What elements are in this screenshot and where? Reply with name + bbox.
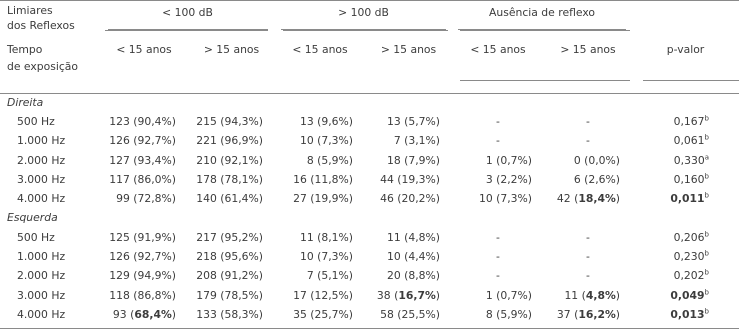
section-title: Direita bbox=[7, 96, 44, 109]
subcol-header: > 15 anos bbox=[560, 43, 616, 56]
frequency-label: 2.000 Hz bbox=[17, 153, 66, 167]
pvalue-header: p-valor bbox=[666, 43, 705, 56]
data-cell: 126 (92,7%) bbox=[109, 134, 176, 148]
data-cell: 126 (92,7%) bbox=[109, 249, 176, 263]
frequency-label: 2.000 Hz bbox=[17, 269, 66, 283]
data-cell: 6 (2,6%) bbox=[573, 173, 620, 187]
data-cell: 13 (5,7%) bbox=[386, 115, 440, 129]
group-header-above-100db: > 100 dB bbox=[275, 0, 452, 37]
header-row-groups bbox=[0, 0, 739, 37]
data-cell: 10 (4,4%) bbox=[386, 249, 440, 263]
subcol-header: > 15 anos bbox=[380, 43, 437, 56]
data-cell: 20 (8,8%) bbox=[386, 269, 440, 283]
data-cell: - bbox=[586, 249, 590, 263]
data-cell: 93 (68,4%) bbox=[112, 307, 176, 321]
data-cell: - bbox=[496, 115, 500, 129]
exposure-time-label bbox=[0, 37, 100, 93]
pvalue-cell: 0,206$^b$ bbox=[673, 230, 709, 244]
frequency-label: 4.000 Hz bbox=[17, 307, 66, 321]
table-row bbox=[0, 305, 739, 324]
section-title: Esquerda bbox=[7, 211, 58, 225]
data-cell: - bbox=[586, 134, 590, 148]
subcol-header: < 15 anos bbox=[116, 43, 172, 56]
data-cell: - bbox=[496, 269, 500, 283]
pvalue-cell: 0,167$^b$ bbox=[673, 114, 709, 129]
data-cell: 215 (94,3%) bbox=[196, 115, 263, 129]
header-empty-cell bbox=[632, 0, 739, 37]
data-cell: 123 (90,4%) bbox=[109, 115, 176, 129]
data-cell: - bbox=[496, 249, 500, 263]
data-cell: 37 (16,2%) bbox=[556, 307, 620, 321]
data-cell: 27 (19,9%) bbox=[293, 192, 353, 206]
top-rule bbox=[0, 0, 739, 1]
frequency-label: 3.000 Hz bbox=[17, 173, 66, 187]
frequency-label: 500 Hz bbox=[17, 230, 55, 244]
data-cell: 1 (0,7%) bbox=[485, 288, 532, 302]
data-cell: 58 (25,5%) bbox=[380, 307, 440, 321]
data-cell: 16 (11,8%) bbox=[293, 173, 353, 187]
data-cell: 125 (91,9%) bbox=[109, 230, 176, 244]
data-cell: - bbox=[586, 230, 590, 244]
pvalue-cell: 0,013$^b$ bbox=[670, 307, 709, 321]
section-header bbox=[0, 208, 739, 227]
thresholds-label-line2: dos Reflexos bbox=[7, 19, 75, 32]
subcol-header: > 15 anos bbox=[203, 43, 260, 56]
data-cell: 8 (5,9%) bbox=[485, 307, 532, 321]
table-row bbox=[0, 189, 739, 208]
data-cell: 178 (78,1%) bbox=[196, 173, 263, 187]
exposure-time-label-line1: Tempo bbox=[7, 43, 43, 56]
data-cell: 7 (3,1%) bbox=[393, 134, 440, 148]
subcol-header: < 15 anos bbox=[292, 43, 348, 56]
data-cell: 35 (25,7%) bbox=[293, 307, 353, 321]
frequency-label: 1.000 Hz bbox=[17, 134, 66, 148]
data-cell: 42 (18,4%) bbox=[556, 192, 620, 206]
thresholds-label-line1: Limiares bbox=[7, 4, 53, 17]
frequency-label: 500 Hz bbox=[17, 115, 55, 129]
table-row bbox=[0, 227, 739, 246]
data-cell: 217 (95,2%) bbox=[196, 230, 263, 244]
group-underline-2 bbox=[283, 30, 448, 31]
pvalue-cell: 0,011$^b$ bbox=[670, 191, 709, 206]
table-row bbox=[0, 131, 739, 150]
section-header bbox=[0, 93, 739, 112]
pvalue-cell: 0,160$^b$ bbox=[673, 172, 709, 187]
frequency-label: 1.000 Hz bbox=[17, 249, 66, 263]
subheader-underline-no-reflex bbox=[460, 80, 630, 81]
data-cell: 221 (96,9%) bbox=[196, 134, 263, 148]
data-cell: 3 (2,2%) bbox=[485, 173, 532, 187]
pvalue-cell: 0,061$^b$ bbox=[673, 133, 709, 148]
data-cell: 10 (7,3%) bbox=[478, 192, 532, 206]
group-header-no-reflex: Ausência de reflexo bbox=[452, 0, 632, 37]
data-cell: 140 (61,4%) bbox=[196, 192, 263, 206]
table-row bbox=[0, 266, 739, 285]
pvalue-cell: 0,230$^b$ bbox=[673, 249, 709, 263]
data-cell: 0 (0,0%) bbox=[573, 153, 620, 167]
group-underline-3 bbox=[460, 30, 630, 31]
table-row bbox=[0, 151, 739, 170]
data-cell: 44 (19,3%) bbox=[380, 173, 440, 187]
data-cell: - bbox=[586, 115, 590, 129]
table-row bbox=[0, 112, 739, 131]
data-cell: 7 (5,1%) bbox=[306, 269, 353, 283]
table-row bbox=[0, 247, 739, 266]
data-cell: 99 (72,8%) bbox=[116, 192, 176, 206]
data-cell: 13 (9,6%) bbox=[299, 115, 353, 129]
header-row-subcolumns bbox=[0, 37, 739, 93]
subheader-underline-pvalue bbox=[643, 80, 739, 81]
data-cell: 117 (86,0%) bbox=[109, 173, 176, 187]
thresholds-label bbox=[0, 0, 100, 37]
data-cell: 11 (4,8%) bbox=[564, 288, 620, 302]
data-cell: 1 (0,7%) bbox=[485, 153, 532, 167]
table-row bbox=[0, 170, 739, 189]
data-cell: 38 (16,7%) bbox=[376, 288, 440, 302]
data-cell: 218 (95,6%) bbox=[196, 249, 263, 263]
pvalue-cell: 0,202$^b$ bbox=[673, 268, 709, 283]
data-cell: - bbox=[496, 134, 500, 148]
data-cell: 210 (92,1%) bbox=[196, 153, 263, 167]
data-cell: - bbox=[586, 269, 590, 283]
data-cell: 208 (91,2%) bbox=[196, 269, 263, 283]
data-cell: 17 (12,5%) bbox=[293, 288, 353, 302]
data-cell: 11 (4,8%) bbox=[386, 230, 440, 244]
data-cell: 129 (94,9%) bbox=[109, 269, 176, 283]
table-row bbox=[0, 285, 739, 304]
group-underline-1 bbox=[105, 30, 268, 31]
header-rule bbox=[0, 93, 739, 94]
data-cell: 10 (7,3%) bbox=[299, 134, 353, 148]
data-cell: 8 (5,9%) bbox=[306, 153, 353, 167]
frequency-label: 4.000 Hz bbox=[17, 192, 66, 206]
pvalue-cell: 0,330$^a$ bbox=[673, 153, 709, 167]
data-cell: - bbox=[496, 230, 500, 244]
data-cell: 18 (7,9%) bbox=[386, 153, 440, 167]
pvalue-cell: 0,049$^b$ bbox=[670, 287, 709, 302]
data-cell: 10 (7,3%) bbox=[299, 249, 353, 263]
data-cell: 133 (58,3%) bbox=[196, 307, 263, 321]
data-cell: 46 (20,2%) bbox=[380, 192, 440, 206]
data-cell: 11 (8,1%) bbox=[299, 230, 353, 244]
data-cell: 179 (78,5%) bbox=[196, 288, 263, 302]
exposure-time-label-line2: de exposição bbox=[7, 60, 79, 73]
data-cell: 127 (93,4%) bbox=[109, 153, 176, 167]
group-header-below-100db: < 100 dB bbox=[100, 0, 275, 37]
frequency-label: 3.000 Hz bbox=[17, 288, 66, 302]
data-cell: 118 (86,8%) bbox=[109, 288, 176, 302]
subcol-header: < 15 anos bbox=[470, 43, 526, 56]
